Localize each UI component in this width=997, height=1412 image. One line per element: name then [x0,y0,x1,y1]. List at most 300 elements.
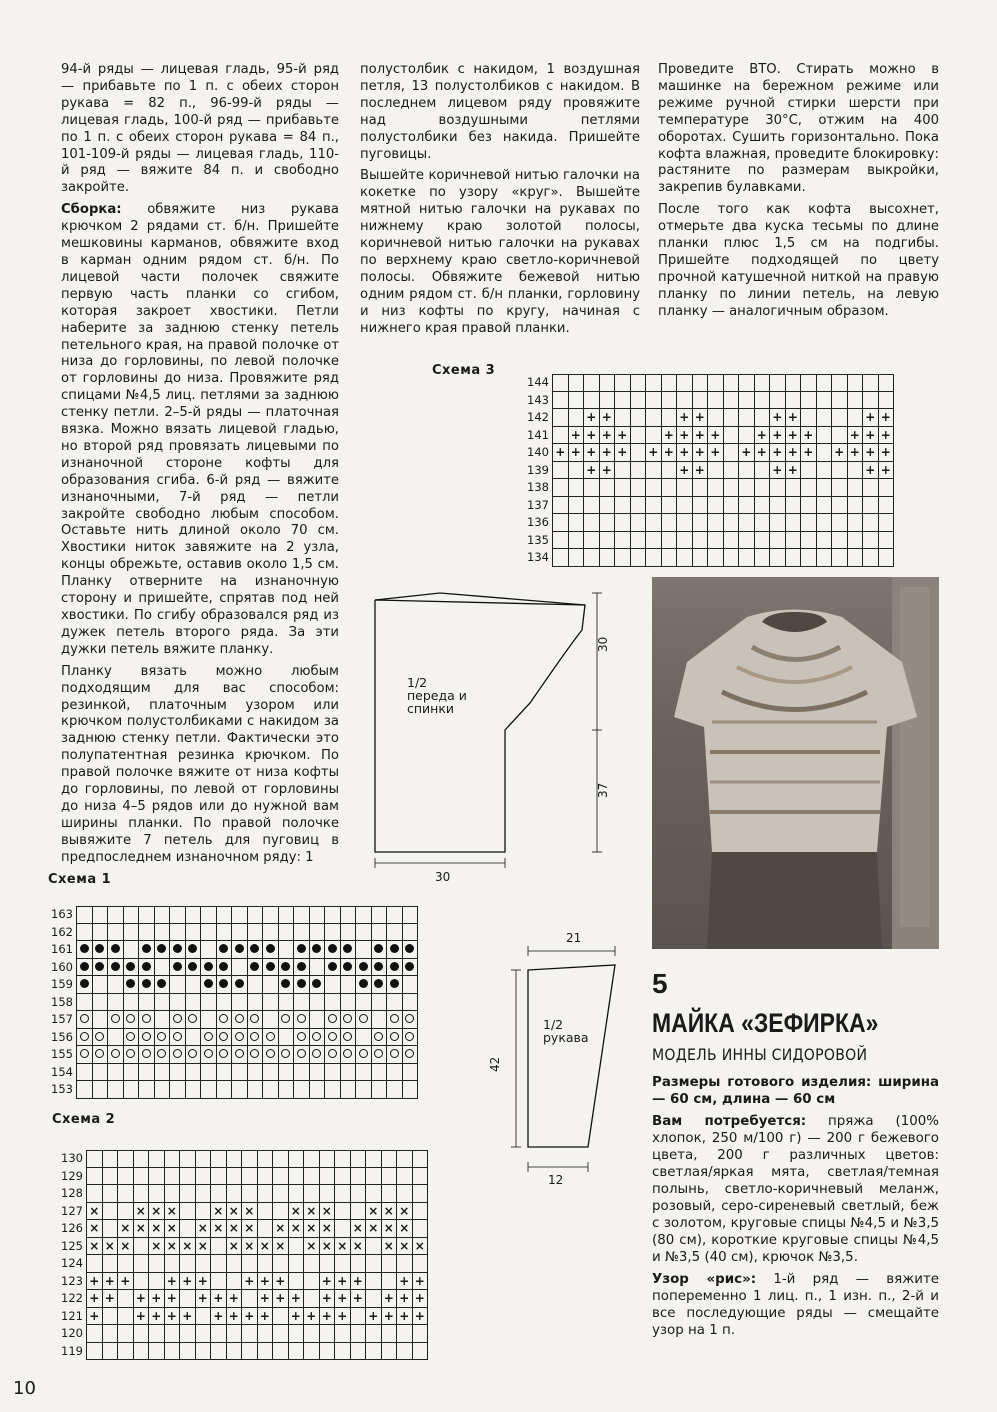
schema-cell [356,1029,372,1047]
schema-cell [403,924,419,942]
schema-cell [382,1325,398,1343]
schema-cell [149,1273,165,1291]
schema-cell: + [755,427,771,445]
schema-cell [693,532,709,550]
schema-row [38,976,418,994]
schema-cell: + [693,462,709,480]
row-number: 129 [61,1168,83,1183]
pattern-front-back [360,585,622,895]
schema-cell [279,1046,295,1064]
schema-cell [139,976,155,994]
schema-cell: × [211,1203,227,1221]
schema-cell [615,392,631,410]
schema-cell [186,924,202,942]
schema-cell [569,409,585,427]
schema-cell [77,906,93,924]
schema-cell [289,1343,305,1361]
schema-cell [139,1064,155,1082]
schema-cell [584,479,600,497]
row-number: 122 [61,1291,83,1305]
schema-cell [227,1168,243,1186]
row-number: 130 [61,1151,83,1165]
schema-cell [413,1343,429,1361]
schema-row [514,444,894,462]
schema-cell [553,374,569,392]
schema-cell [149,1325,165,1343]
row-number: 119 [61,1343,83,1358]
row-number: 127 [61,1203,83,1218]
schema-cell [387,906,403,924]
schema-cell [196,1168,212,1186]
schema-cell [413,1325,429,1343]
schema-cell [93,994,109,1012]
schema-cell [93,1081,109,1099]
schema-cell: + [335,1290,351,1308]
schema-cell [139,1081,155,1099]
schema-cell [615,409,631,427]
schema-cell [366,1255,382,1273]
schema-cell [248,906,264,924]
schema-cell [600,374,616,392]
schema-cell [304,1273,320,1291]
schema-cell [403,959,419,977]
schema-row [514,532,894,550]
schema-cell [93,1029,109,1047]
schema-cell: × [351,1220,367,1238]
schema-cell [155,1064,171,1082]
schema-cell [387,1081,403,1099]
schema-cell [351,1255,367,1273]
schema-cell [631,427,647,445]
schema-cell [770,374,786,392]
schema-cell [217,1064,233,1082]
schema-cell [263,1081,279,1099]
schema-cell: × [335,1238,351,1256]
schema-cell: × [165,1220,181,1238]
schema-cell [217,959,233,977]
schema-cell [724,427,740,445]
schema-cell [372,1029,388,1047]
schema-cell [310,941,326,959]
schema-cell [155,1081,171,1099]
schema-cell [118,1203,134,1221]
schema-cell [304,1343,320,1361]
schema-cell [553,532,569,550]
schema-cell [708,374,724,392]
schema-row [514,374,894,392]
schema-cell: × [382,1203,398,1221]
model-title: МАЙКА «ЗЕФИРКА» [652,1008,879,1038]
schema-cell [382,1168,398,1186]
schema-cell [413,1255,429,1273]
schema-cell [600,549,616,567]
schema-cell: + [196,1273,212,1291]
paragraph: Вышейте коричневой нитью галочки на кокетке по узору «круг». Вышейте мятной нитью галочки на рукавах по нижнему краю золотой полосы, коричневой нитью галочки на рукавах по верхнему краю светло-коричневой полосы. Обвяжите бежевой нитью одним рядом ст. б/н планки, горловину и низ кофты по кругу, начиная с нижнего края правой планки. [360,168,640,336]
schema-cell [149,1168,165,1186]
schema-cell [724,549,740,567]
schema-cell [387,924,403,942]
schema-cell: + [708,444,724,462]
row-number: 123 [61,1273,83,1288]
model-number: 5 [652,968,668,999]
row-number: 126 [61,1221,83,1235]
schema-cell [186,906,202,924]
schema-cell [600,392,616,410]
schema-cell [155,924,171,942]
schema-cell [615,497,631,515]
schema-cell: + [320,1290,336,1308]
schema-cell [320,1255,336,1273]
schema-cell: × [351,1238,367,1256]
schema-cell [108,1046,124,1064]
schema-cell [149,1150,165,1168]
schema-cell [356,994,372,1012]
schema-cell [227,1185,243,1203]
schema-cell [320,1343,336,1361]
schema-cell: + [600,462,616,480]
schema-cell [248,1029,264,1047]
schema-cell [320,1150,336,1168]
schema-cell [310,906,326,924]
schema-cell [310,1011,326,1029]
row-number: 144 [527,375,549,389]
schema-cell [879,514,895,532]
schema-cell [294,1064,310,1082]
schema-cell [397,1168,413,1186]
schema-cell: + [351,1290,367,1308]
schema-cell [211,1343,227,1361]
schema-cell [186,1064,202,1082]
schema-cell [832,374,848,392]
schema-cell: + [165,1308,181,1326]
schema-cell [320,1168,336,1186]
schema-cell: × [304,1203,320,1221]
schema-cell [103,1325,119,1343]
schema-cell [186,1011,202,1029]
model-description [652,1074,939,1344]
schema-cell [341,976,357,994]
schema-cell [817,409,833,427]
schema-cell: × [397,1220,413,1238]
schema-cell: + [662,427,678,445]
schema-cell [325,1064,341,1082]
schema-cell [139,994,155,1012]
schema-cell: × [227,1220,243,1238]
schema-cell [615,549,631,567]
schema-cell [103,1150,119,1168]
schema-cell: × [149,1203,165,1221]
schema-row [48,1150,428,1168]
schema-cell [273,1255,289,1273]
schema-cell [196,1343,212,1361]
schema-cell: + [397,1290,413,1308]
schema-cell: + [320,1273,336,1291]
schema-cell [755,479,771,497]
schema-cell: × [304,1238,320,1256]
schema-cell [755,462,771,480]
schema-cell [724,409,740,427]
schema-cell [786,374,802,392]
schema-cell: + [211,1308,227,1326]
schema-cell [108,1064,124,1082]
schema-cell: + [584,427,600,445]
schema-cell [227,1255,243,1273]
schema-cell [217,1011,233,1029]
schema-cell [366,1290,382,1308]
schema-cell [677,479,693,497]
schema-row [514,409,894,427]
schema-row [48,1273,428,1291]
schema-cell [817,427,833,445]
schema-cell [170,1064,186,1082]
schema-cell [335,1185,351,1203]
schema-cell: × [366,1203,382,1221]
schema-cell [366,1343,382,1361]
schema-row [48,1185,428,1203]
schema-cell [289,1273,305,1291]
row-number: 125 [61,1238,83,1253]
schema-cell [770,479,786,497]
materials: Вам потребуется: пряжа (100% хлопок, 250 м/100 г) — 200 г бежевого цвета, 200 г различных цветов: светлая/яркая мята, светлая/темная полынь, светло-коричневый меланж, розовый, серо-сиреневый светлый, беж с золотом, круговые спицы №4,5 и №3,5 (80 см), короткие круговые спицы №4,5 и №3,5 (40 см), крючок №3,5. [652,1114,939,1265]
schema-cell [879,497,895,515]
schema-cell: + [615,427,631,445]
schema-cell [817,462,833,480]
schema-cell [387,976,403,994]
dim-bottom: 37 [596,782,610,798]
schema-row [38,959,418,977]
schema-cell [232,1029,248,1047]
schema-cell [196,1185,212,1203]
schema-cell [569,374,585,392]
schema-cell: × [87,1220,103,1238]
schema-cell [708,409,724,427]
schema-cell [124,994,140,1012]
schema-cell [108,1029,124,1047]
schema-cell [242,1150,258,1168]
schema-cell [553,462,569,480]
schema-cell [155,906,171,924]
schema-cell [124,924,140,942]
schema-cell [387,994,403,1012]
schema-cell [351,1203,367,1221]
schema-cell [801,374,817,392]
schema-cell [304,1325,320,1343]
row-number: 141 [527,427,549,442]
schema-cell [232,941,248,959]
schema-cell: + [848,444,864,462]
schema-cell: + [677,409,693,427]
schema-cell [631,479,647,497]
schema-cell [335,1325,351,1343]
schema-cell [817,444,833,462]
schema-cell [600,497,616,515]
schema-cell [242,1343,258,1361]
schema-cell [124,1081,140,1099]
schema-cell [801,497,817,515]
schema-cell [124,1029,140,1047]
schema-cell [600,514,616,532]
schema-cell [217,1029,233,1047]
schema-cell: + [786,462,802,480]
sizes: Размеры готового изделия: ширина — 60 см, длина — 60 см [652,1075,939,1107]
schema-row [48,1325,428,1343]
schema-cell [351,1168,367,1186]
schema-cell [170,959,186,977]
schema-cell [646,514,662,532]
schema-cell [646,374,662,392]
row-number: 139 [527,462,549,477]
schema-cell [248,941,264,959]
schema-cell [770,392,786,410]
schema-cell [693,549,709,567]
schema-cell [863,392,879,410]
schema-cell [739,427,755,445]
schema-cell [786,479,802,497]
schema-cell [848,549,864,567]
schema-cell [279,906,295,924]
schema-cell [93,1011,109,1029]
paragraph: Сборка: обвяжите низ рукава крючком 2 рядами ст. б/н. Пришейте мешковины карманов, обвяжите вход в карман одним рядом ст. б/н. По лицевой части полочек свяжите первую часть планки со сгибом, которая закроет хвостики. Петли наберите за заднюю стенку петель петельного края, на правой полочке от низа до горловины, по левой полочке от горловины до низа. Провяжите ряд спицами №4,5 лиц. петлями за заднюю стенку петли. 2–5-й ряды — платочная вязка. Можно вязать лицевой гладью, но второй ряд провязать лицевыми по изнаночной стороне кофты для образования сгиба. 6-й ряд — вяжите изнаночными, 7-й ряд — петли закройте свободно любым способом. Оставьте нить длиной около 70 см. Хвостики ниток завяжите на 2 узла, концы обрежьте, оставив около 1,5 см. Планку отверните на изнаночную сторону и пришейте, спрятав под ней хвостики. По сгибу образовался ряд из дужек петель второго ряда. За эти дужки петель вяжите планку. [61,202,339,657]
schema-cell: + [693,409,709,427]
schema-cell [325,924,341,942]
schema-cell [124,1064,140,1082]
schema-cell [584,514,600,532]
schema-cell [201,976,217,994]
schema-cell: + [413,1273,429,1291]
schema-row [48,1220,428,1238]
schema-cell [848,462,864,480]
schema-cell: + [584,409,600,427]
schema-cell [232,1011,248,1029]
schema-cell [786,514,802,532]
schema-cell: × [87,1203,103,1221]
schema-cell [817,374,833,392]
schema-cell [196,1325,212,1343]
schema-cell [170,1081,186,1099]
schema-cell [139,1011,155,1029]
schema-cell [242,1290,258,1308]
schema-cell [553,479,569,497]
schema-cell: + [693,427,709,445]
schema-cell: + [863,444,879,462]
schema-cell [263,1011,279,1029]
schema-cell [279,941,295,959]
schema-cell: + [863,462,879,480]
schema-cell [170,994,186,1012]
schema-cell [201,1081,217,1099]
schema-cell: + [134,1290,150,1308]
schema-cell [863,497,879,515]
schema-cell [263,976,279,994]
schema-3-chart [514,374,894,567]
schema-cell: + [770,427,786,445]
schema-cell [662,409,678,427]
row-number: 137 [527,497,549,512]
row-number: 155 [51,1047,73,1061]
schema-cell [77,994,93,1012]
schema-cell: + [770,444,786,462]
schema-cell [289,1150,305,1168]
schema-cell [294,1046,310,1064]
schema-cell [279,959,295,977]
schema-cell [186,994,202,1012]
schema-cell [413,1168,429,1186]
schema-cell [134,1255,150,1273]
schema-cell [351,1150,367,1168]
schema-cell [863,479,879,497]
schema-cell [832,392,848,410]
schema-cell [832,409,848,427]
schema-cell [397,1343,413,1361]
schema-cell [263,906,279,924]
schema-cell [258,1185,274,1203]
page-number: 10 [13,1378,36,1399]
product-photo [652,577,939,949]
schema-cell [77,1029,93,1047]
schema-cell [211,1325,227,1343]
schema-cell: + [273,1290,289,1308]
schema-cell: × [289,1203,305,1221]
schema-cell [93,1064,109,1082]
schema-cell [863,549,879,567]
schema-cell [708,532,724,550]
schema-cell: + [677,462,693,480]
schema-cell [403,1081,419,1099]
schema-cell [242,1168,258,1186]
schema-cell [677,392,693,410]
schema-cell [739,497,755,515]
schema-cell: + [397,1273,413,1291]
schema-cell [631,514,647,532]
schema-cell [341,941,357,959]
schema-cell [93,959,109,977]
front-back-outline [375,600,585,852]
schema-cell [631,392,647,410]
schema-cell [646,497,662,515]
schema-cell [863,532,879,550]
schema-row [38,1081,418,1099]
schema-cell [186,1046,202,1064]
schema-cell [273,1343,289,1361]
schema-cell [108,1081,124,1099]
schema-cell: + [569,427,585,445]
schema-cell [662,549,678,567]
schema-cell [356,1011,372,1029]
schema-cell [155,976,171,994]
schema-cell [134,1238,150,1256]
schema-cell [325,1046,341,1064]
schema-cell [569,532,585,550]
schema-cell [232,1081,248,1099]
schema-cell [631,462,647,480]
schema-cell [186,1029,202,1047]
schema-cell [335,1150,351,1168]
schema-cell [170,976,186,994]
schema-row [514,479,894,497]
schema-cell [170,1011,186,1029]
schema-cell: + [118,1273,134,1291]
schema-cell [279,994,295,1012]
schema-cell [93,906,109,924]
schema-cell [201,906,217,924]
schema-cell [77,924,93,942]
schema-cell: + [755,444,771,462]
schema-cell [646,427,662,445]
schema-cell: × [382,1220,398,1238]
schema-cell [134,1325,150,1343]
schema-cell [108,1011,124,1029]
schema-cell: + [863,427,879,445]
